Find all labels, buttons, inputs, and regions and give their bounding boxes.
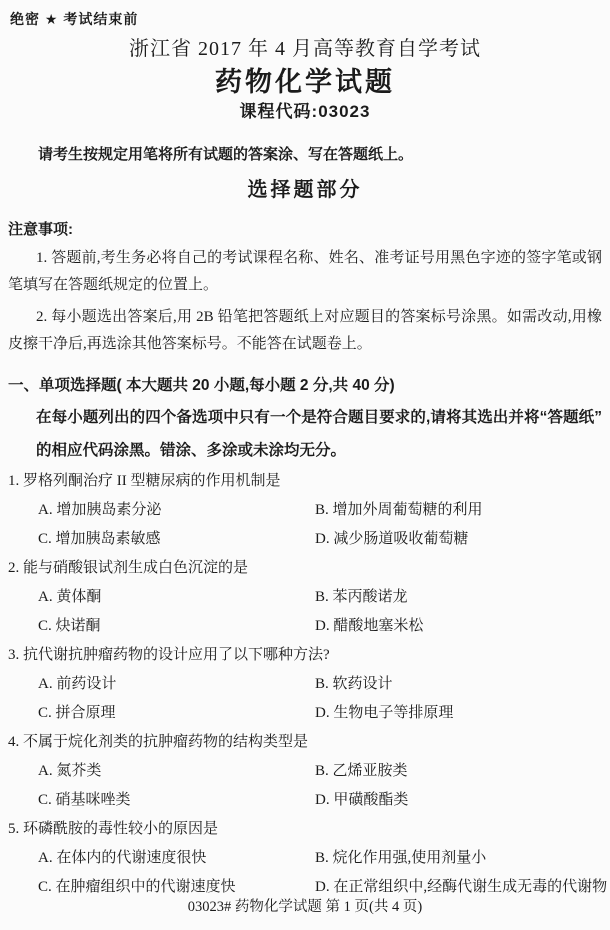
question-4 [8, 728, 602, 815]
question-2-option-a: A. 黄体酮 [38, 589, 102, 605]
question-3-option-c: C. 拼合原理 [38, 705, 116, 721]
course-code: 课程代码:03023 [239, 102, 371, 121]
question-1-option-a: A. 增加胰岛素分泌 [38, 502, 162, 518]
question-2 [8, 554, 602, 641]
question-1-option-c: C. 增加胰岛素敏感 [38, 531, 161, 547]
note-item-2: 2. 每小题选出答案后,用 2B 铅笔把答题纸上对应题目的答案标号涂黑。如需改动,用橡皮擦干净后,再选涂其他答案标号。不能答在试题卷上。 [8, 309, 602, 352]
question-1-option-b: B. 增加外周葡萄糖的利用 [315, 502, 483, 518]
secrecy-label: 绝密 ★ 考试结束前 [10, 11, 139, 27]
note-item-1: 1. 答题前,考生务必将自己的考试课程名称、姓名、准考证号用黑色字迹的签字笔或钢笔填写在答题纸规定的位置上。 [8, 250, 602, 293]
exam-title: 药物化学试题 [215, 67, 395, 97]
notes-title: 注意事项: [8, 221, 73, 238]
question-4-stem: 4. 不属于烷化剂类的抗肿瘤药物的结构类型是 [8, 734, 309, 750]
question-3-option-a: A. 前药设计 [38, 676, 117, 692]
question-2-stem: 2. 能与硝酸银试剂生成白色沉淀的是 [8, 560, 249, 576]
section-title: 选择题部分 [247, 179, 363, 201]
question-2-option-b: B. 苯丙酸诺龙 [315, 589, 408, 605]
question-4-options-cd [8, 786, 602, 815]
question-4-option-b: B. 乙烯亚胺类 [315, 763, 408, 779]
part1-heading: 一、单项选择题( 本大题共 20 小题,每小题 2 分,共 40 分) [8, 377, 395, 394]
answer-instruction: 请考生按规定用笔将所有试题的答案涂、写在答题纸上。 [38, 146, 414, 163]
question-5 [8, 815, 608, 902]
exam-session-title: 浙江省 2017 年 4 月高等教育自学考试 [129, 38, 481, 60]
question-5-option-b: B. 烷化作用强,使用剂量小 [315, 850, 487, 866]
question-2-option-c: C. 炔诺酮 [38, 618, 101, 634]
question-4-option-d: D. 甲磺酸酯类 [315, 792, 409, 808]
question-3-option-d: D. 生物电子等排原理 [315, 705, 454, 721]
question-3-options-cd [8, 699, 602, 728]
question-5-option-c: C. 在肿瘤组织中的代谢速度快 [38, 879, 236, 895]
question-4-option-a: A. 氮芥类 [38, 763, 102, 779]
question-5-option-a: A. 在体内的代谢速度很快 [38, 850, 207, 866]
question-5-option-d: D. 在正常组织中,经酶代谢生成无毒的代谢物 [315, 879, 608, 895]
question-3-stem: 3. 抗代谢抗肿瘤药物的设计应用了以下哪种方法? [8, 647, 330, 663]
question-4-options-ab [8, 757, 602, 786]
page-footer: 03023# 药物化学试题 第 1 页(共 4 页) [187, 899, 423, 915]
question-1-stem: 1. 罗格列酮治疗 II 型糖尿病的作用机制是 [8, 473, 281, 489]
question-4-option-c: C. 硝基咪唑类 [38, 792, 131, 808]
question-5-stem: 5. 环磷酰胺的毒性较小的原因是 [8, 821, 219, 837]
question-5-options-ab [8, 844, 602, 873]
question-3 [8, 641, 602, 728]
part1-description: 在每小题列出的四个备选项中只有一个是符合题目要求的,请将其选出并将“答题纸”的相应代码涂黑。错涂、多涂或未涂均无分。 [36, 409, 602, 459]
question-2-option-d: D. 醋酸地塞米松 [315, 618, 424, 634]
question-1-option-d: D. 减少肠道吸收葡萄糖 [315, 531, 469, 547]
question-3-options-ab [8, 670, 602, 699]
question-2-options-ab [8, 583, 602, 612]
question-2-options-cd [8, 612, 602, 641]
question-3-option-b: B. 软药设计 [315, 676, 393, 692]
question-1-options-cd [8, 525, 602, 554]
question-1-options-ab [8, 496, 602, 525]
question-1 [8, 467, 602, 554]
